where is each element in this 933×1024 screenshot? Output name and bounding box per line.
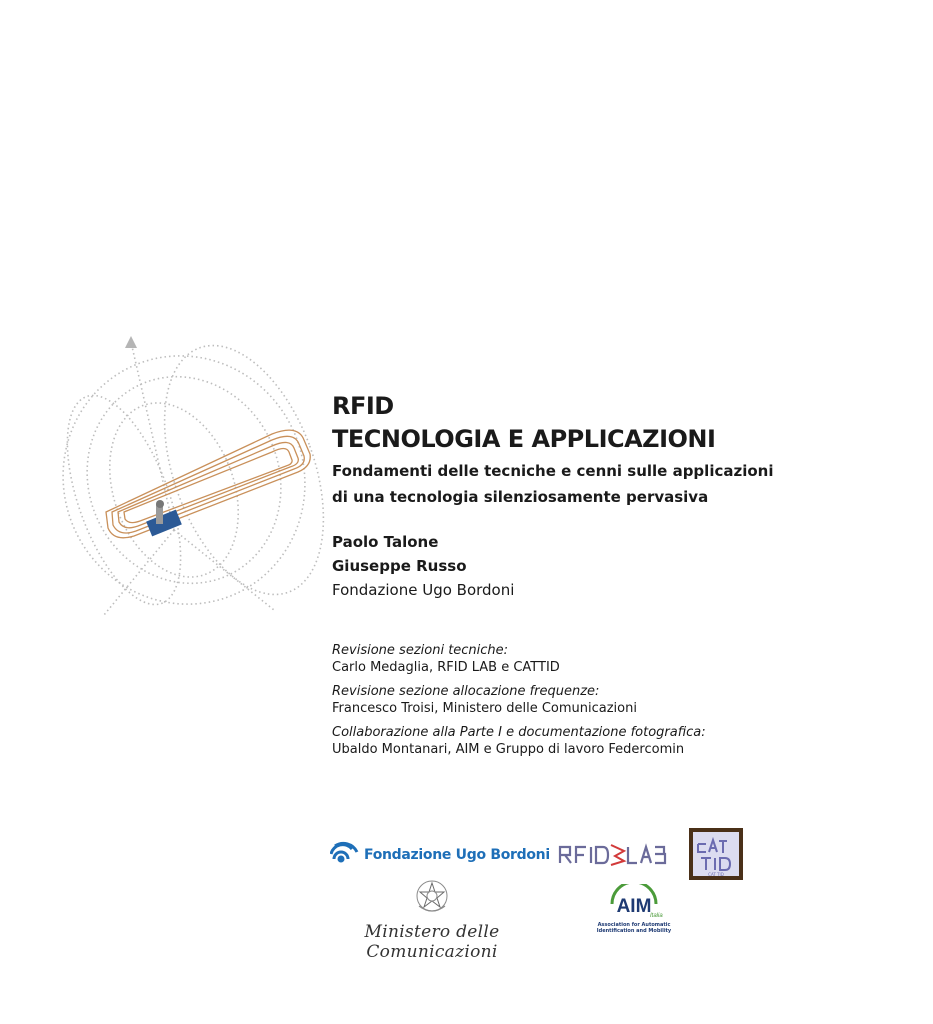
subtitle: [332, 458, 922, 510]
cattid-logo: [689, 828, 743, 880]
credit-name: Carlo Medaglia, RFID LAB e CATTID: [332, 660, 560, 675]
ministero-comunicazioni-logo: [312, 878, 552, 962]
author-name: Giuseppe Russo: [332, 557, 467, 575]
credit-role: Collaborazione alla Parte I e documentazione fotografica:: [332, 725, 706, 740]
cover-text-block: [332, 390, 922, 765]
subtitle-line-1: Fondamenti delle tecniche e cenni sulle applicazioni: [332, 462, 774, 480]
aim-logo-country: Italia: [650, 913, 663, 918]
title-line-2: TECNOLOGIA E APPLICAZIONI: [332, 425, 716, 453]
credit-entry: [332, 724, 922, 758]
credit-role: Revisione sezione allocazione frequenze:: [332, 684, 600, 699]
author-affiliation: Fondazione Ugo Bordoni: [332, 581, 515, 599]
italian-republic-emblem-icon: [414, 878, 450, 916]
credit-role: Revisione sezioni tecniche:: [332, 643, 509, 658]
credits: [332, 642, 922, 758]
credit-name: Ubaldo Montanari, AIM e Gruppo di lavoro Federcomin: [332, 742, 685, 757]
fondazione-ugo-bordoni-logo: [330, 840, 550, 870]
credit-name: Francesco Troisi, Ministero delle Comunicazioni: [332, 701, 637, 716]
credit-entry: [332, 683, 922, 717]
credit-entry: [332, 642, 922, 676]
aim-tagline: Identification and Mobility: [596, 928, 672, 934]
title-line-1: RFID: [332, 392, 394, 420]
ministero-logo-text: Ministero delle Comunicazioni: [364, 922, 500, 962]
fub-wave-icon: [330, 840, 360, 870]
aim-logo-main: AIM: [616, 896, 652, 917]
aim-italia-logo: [596, 884, 672, 934]
author-name: Paolo Talone: [332, 533, 439, 551]
cattid-logo-text: CAT TID: [708, 872, 724, 877]
rfid-chip-icon: [146, 500, 182, 536]
aim-tagline: Association for Automatic: [597, 922, 671, 928]
fub-logo-text: Fondazione Ugo Bordoni: [364, 847, 550, 863]
authors: [332, 530, 922, 602]
rfid-coil-illustration: [14, 330, 386, 622]
field-arrow-icon: [125, 336, 137, 348]
rfid-lab-logo: [558, 843, 668, 871]
subtitle-line-2: di una tecnologia silenziosamente pervasiva: [332, 488, 709, 506]
